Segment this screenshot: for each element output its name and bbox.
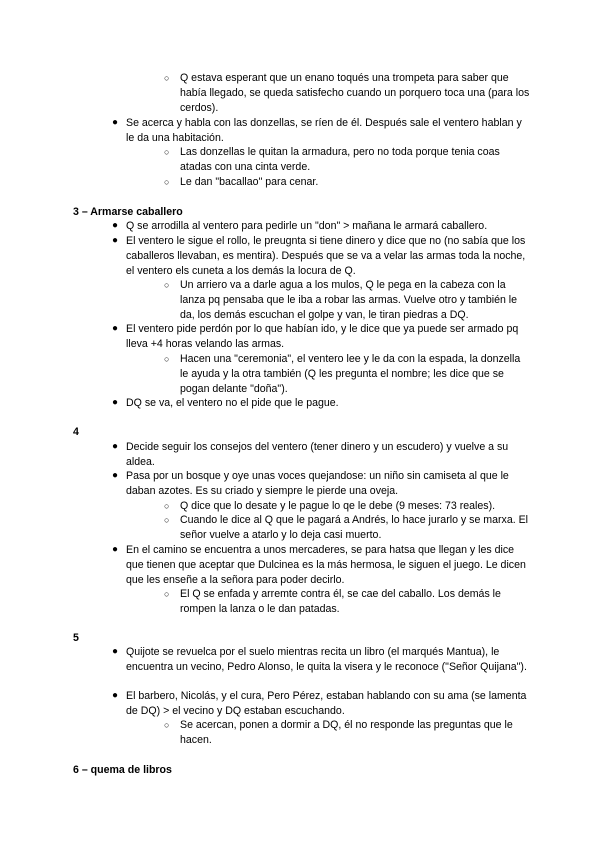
bullet-hollow-icon: ○ (164, 354, 170, 364)
bullet-hollow-icon: ○ (164, 73, 170, 83)
list-item: Decide seguir los consejos del ventero (tener dinero y un escudero) y vuelve a su aldea. (126, 441, 509, 468)
bullet-hollow-icon: ○ (164, 147, 170, 157)
bullet-hollow-icon: ○ (164, 177, 170, 187)
section-heading-6: 6 – quema de libros (73, 764, 172, 776)
bullet-filled-icon: ● (112, 646, 119, 657)
list-item: DQ se va, el ventero no el pide que le pague. (126, 397, 339, 409)
list-item: Q dice que lo desate y le pague lo qe le debe (9 meses: 73 reales). (180, 500, 496, 512)
bullet-hollow-icon: ○ (164, 501, 170, 511)
bullet-filled-icon: ● (112, 690, 119, 701)
list-item: Quijote se revuelca por el suelo mientras recita un libro (el marqués Mantua), le encuentra un vecino, Pedro Alonso, le quita la visera y le reconoce ("Señor Quijana"). (126, 646, 527, 673)
section-heading-5: 5 (73, 632, 79, 644)
section-heading-4: 4 (73, 426, 79, 438)
bullet-hollow-icon: ○ (164, 515, 170, 525)
list-item: Q estava esperant que un enano toqués una trompeta para saber que había llegado, se queda satisfecho cuando un porquero toca una (para los cerdos). (180, 72, 530, 114)
list-item: Un arriero va a darle agua a los mulos, Q le pega en la cabeza con la lanza pq pensaba que le iba a robar las armas. Vuelve otro y también le da, los demás escuchan el golpe y van, le tiran piedras a DQ. (180, 279, 518, 321)
bullet-hollow-icon: ○ (164, 280, 170, 290)
list-item: Las donzellas le quitan la armadura, pero no toda porque tenia coas atadas con una cinta verde. (180, 146, 500, 173)
list-item: Le dan "bacallao" para cenar. (180, 176, 319, 188)
bullet-filled-icon: ● (112, 470, 119, 481)
list-item: Se acerca y habla con las donzellas, se ríen de él. Después sale el ventero hablan y le da una habitación. (126, 117, 522, 144)
list-item: Hacen una "ceremonia", el ventero lee y le da con la espada, la donzella le ayuda y la otra también (Q les pregunta el nombre; les dice que se pogan delante "doña"). (180, 353, 521, 395)
bullet-filled-icon: ● (112, 397, 119, 408)
bullet-filled-icon: ● (112, 220, 119, 231)
list-item: El barbero, Nicolás, y el cura, Pero Pérez, estaban hablando con su ama (se lamenta de DQ) > el vecino y DQ estaban escuchando. (126, 690, 527, 717)
bullet-filled-icon: ● (112, 544, 119, 555)
list-item: Cuando le dice al Q que le pagará a Andrés, lo hace jurarlo y se marxa. El señor vuelve a atarlo y lo deja casi muerto. (180, 514, 529, 541)
bullet-filled-icon: ● (112, 441, 119, 452)
list-item: En el camino se encuentra a unos mercaderes, se para hatsa que llegan y les dice que tienen que aceptar que Dulcinea es la más hermosa, le siguen el juego. Le dicen que les enseñe a la señora para poder decirlo. (126, 544, 526, 586)
bullet-filled-icon: ● (112, 235, 119, 246)
list-item: El Q se enfada y arremte contra él, se cae del caballo. Los demás le rompen la lanza o le dan patadas. (180, 588, 501, 615)
bullet-hollow-icon: ○ (164, 589, 170, 599)
list-item: Pasa por un bosque y oye unas voces quejandose: un niño sin camiseta al que le daban azotes. Es su criado y siempre le pierde una oveja. (126, 470, 509, 497)
bullet-filled-icon: ● (112, 117, 119, 128)
list-item: El ventero le sigue el rollo, le preugnta si tiene dinero y dice que no (no sabía que los caballeros llevaban, es mentira). Después que se va a velar las armas toda la noche, el ventero els cuneta a los demás la locura de Q. (126, 235, 526, 277)
section-heading-3: 3 – Armarse caballero (73, 206, 183, 218)
list-item: Q se arrodilla al ventero para pedirle un "don" > mañana le armará caballero. (126, 220, 488, 232)
bullet-hollow-icon: ○ (164, 720, 170, 730)
list-item: El ventero pide perdón por lo que habían ido, y le dice que ya puede ser armado pq lleva +4 horas velando las armas. (126, 323, 519, 350)
bullet-filled-icon: ● (112, 323, 119, 334)
list-item: Se acercan, ponen a dormir a DQ, él no responde las preguntas que le hacen. (180, 719, 513, 746)
